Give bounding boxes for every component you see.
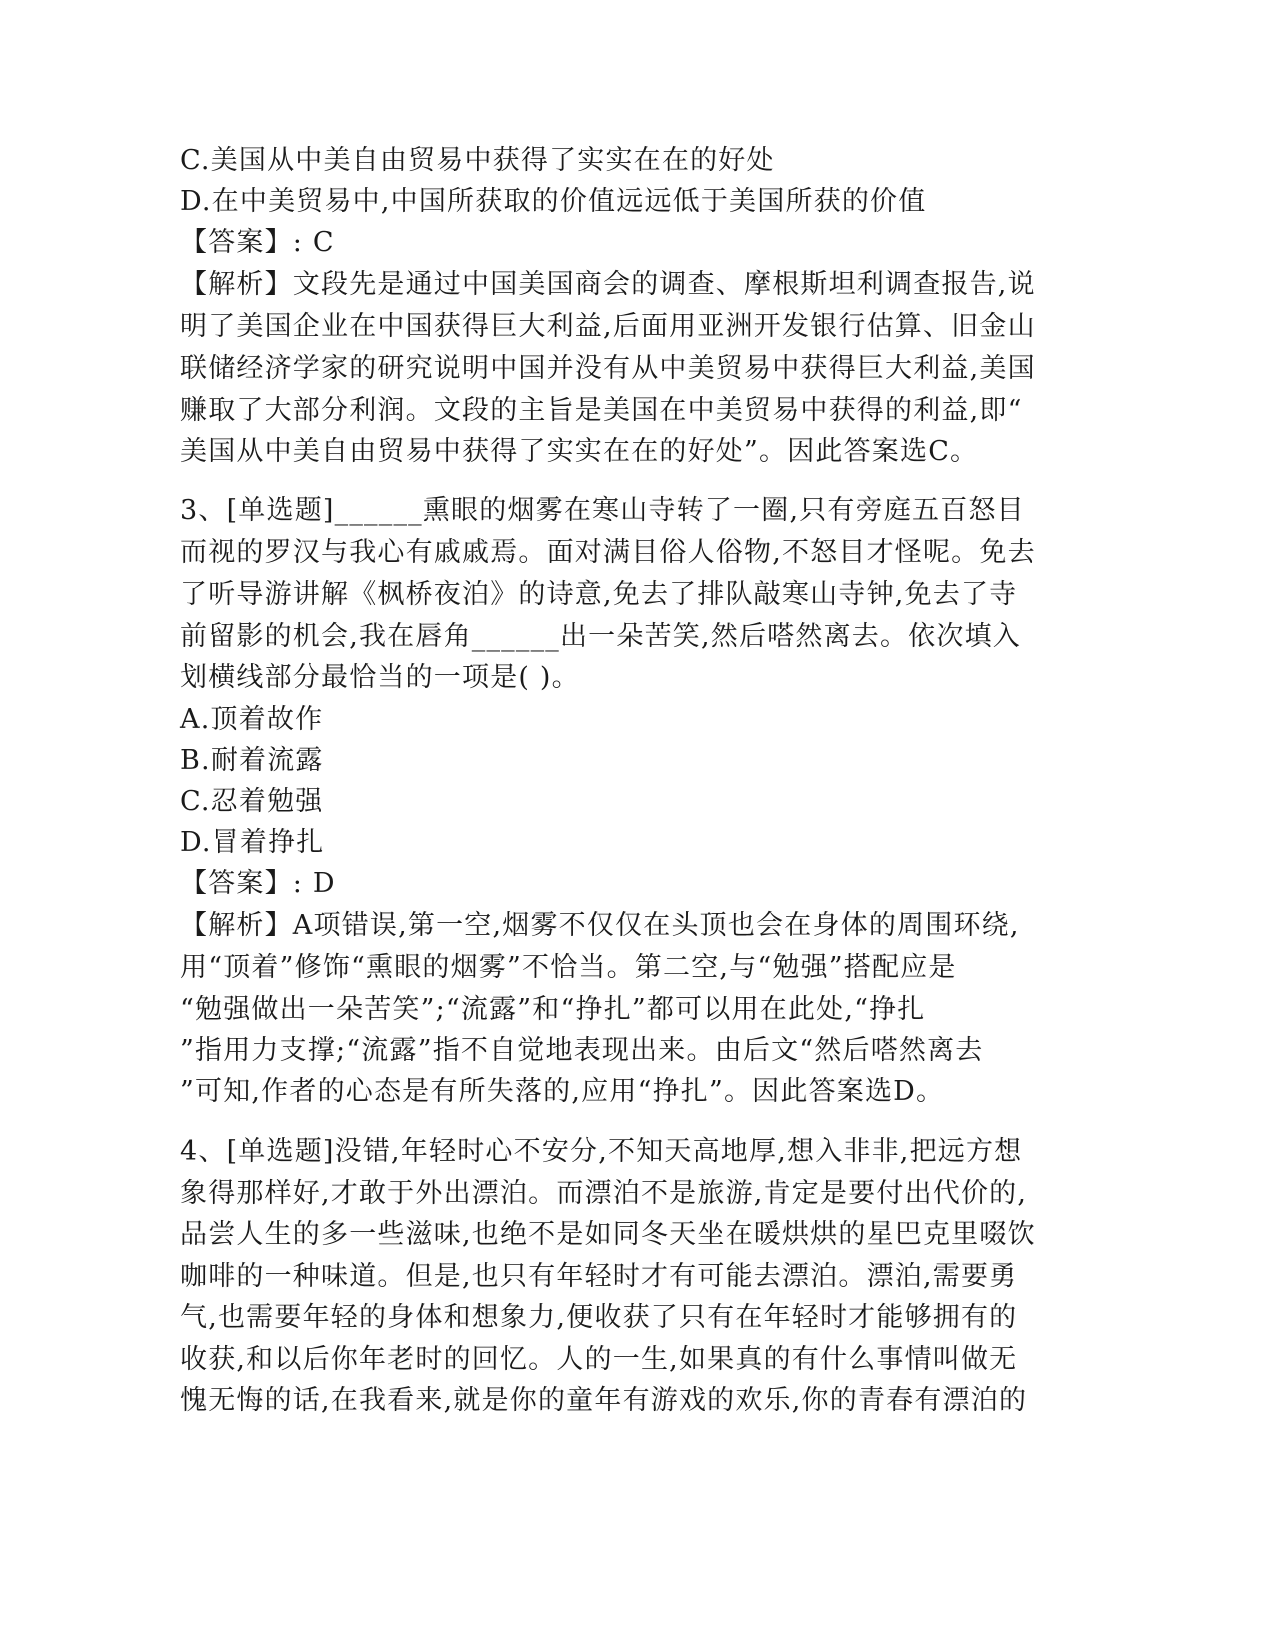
q2-option-d: D.在中美贸易中,中国所获取的价值远远低于美国所获的价值 xyxy=(180,186,927,217)
q2-analysis-line: 赚取了大部分利润。文段的主旨是美国在中美贸易中获得的利益,即“ xyxy=(180,395,1023,426)
q3-stem-line: 3、[单选题]______熏眼的烟雾在寒山寺转了一圈,只有旁庭五百怒目 xyxy=(180,495,1025,526)
q3-stem-line: 了听导游讲解《枫桥夜泊》的诗意,免去了排队敲寒山寺钟,免去了寺 xyxy=(180,579,1018,610)
q2-analysis-line: 【解析】文段先是通过中国美国商会的调查、摩根斯坦利调查报告,说 xyxy=(180,269,1036,300)
q3-analysis-line: ”可知,作者的心态是有所失落的,应用“挣扎”。因此答案选D。 xyxy=(180,1076,945,1107)
q3-stem-line: 而视的罗汉与我心有戚戚焉。面对满目俗人俗物,不怒目才怪呢。免去 xyxy=(180,537,1036,568)
q3-option-b: B.耐着流露 xyxy=(180,745,324,776)
q3-stem-line: 划横线部分最恰当的一项是( )。 xyxy=(180,662,580,693)
q4-stem-line: 收获,和以后你年老时的回忆。人的一生,如果真的有什么事情叫做无 xyxy=(180,1344,1018,1375)
q2-answer: 【答案】: C xyxy=(180,227,335,258)
q3-analysis-line: ”指用力支撑;“流露”指不自觉地表现出来。由后文“然后嗒然离去 xyxy=(180,1035,984,1066)
q3-answer: 【答案】: D xyxy=(180,868,336,899)
q3-option-d: D.冒着挣扎 xyxy=(180,827,325,858)
q3-analysis-line: 用“顶着”修饰“熏眼的烟雾”不恰当。第二空,与“勉强”搭配应是 xyxy=(180,952,957,983)
q4-stem-line: 咖啡的一种味道。但是,也只有年轻时才有可能去漂泊。漂泊,需要勇 xyxy=(180,1261,1018,1292)
q4-stem-line: 4、[单选题]没错,年轻时心不安分,不知天高地厚,想入非非,把远方想 xyxy=(180,1136,1023,1167)
q3-option-c: C.忍着勉强 xyxy=(180,786,324,817)
q4-stem-line: 象得那样好,才敢于外出漂泊。而漂泊不是旅游,肯定是要付出代价的, xyxy=(180,1178,1028,1209)
q2-analysis-line: 联储经济学家的研究说明中国并没有从中美贸易中获得巨大利益,美国 xyxy=(180,353,1036,384)
q2-analysis-line: 美国从中美自由贸易中获得了实实在在的好处”。因此答案选C。 xyxy=(180,436,979,467)
q3-analysis-line: “勉强做出一朵苦笑”;“流露”和“挣扎”都可以用在此处,“挣扎 xyxy=(180,994,926,1025)
q4-stem-line: 气,也需要年轻的身体和想象力,便收获了只有在年轻时才能够拥有的 xyxy=(180,1302,1018,1333)
q2-analysis-line: 明了美国企业在中国获得巨大利益,后面用亚洲开发银行估算、旧金山 xyxy=(180,311,1036,342)
q3-stem-line: 前留影的机会,我在唇角______出一朵苦笑,然后嗒然离去。依次填入 xyxy=(180,621,1021,652)
q3-option-a: A.顶着故作 xyxy=(180,704,324,735)
q4-stem-line: 愧无悔的话,在我看来,就是你的童年有游戏的欢乐,你的青春有漂泊的 xyxy=(180,1385,1028,1416)
q3-analysis-line: 【解析】A项错误,第一空,烟雾不仅仅在头顶也会在身体的周围环绕, xyxy=(180,910,1020,941)
q2-option-c: C.美国从中美自由贸易中获得了实实在在的好处 xyxy=(180,145,775,176)
q4-stem-line: 品尝人生的多一些滋味,也绝不是如同冬天坐在暖烘烘的星巴克里啜饮 xyxy=(180,1219,1036,1250)
